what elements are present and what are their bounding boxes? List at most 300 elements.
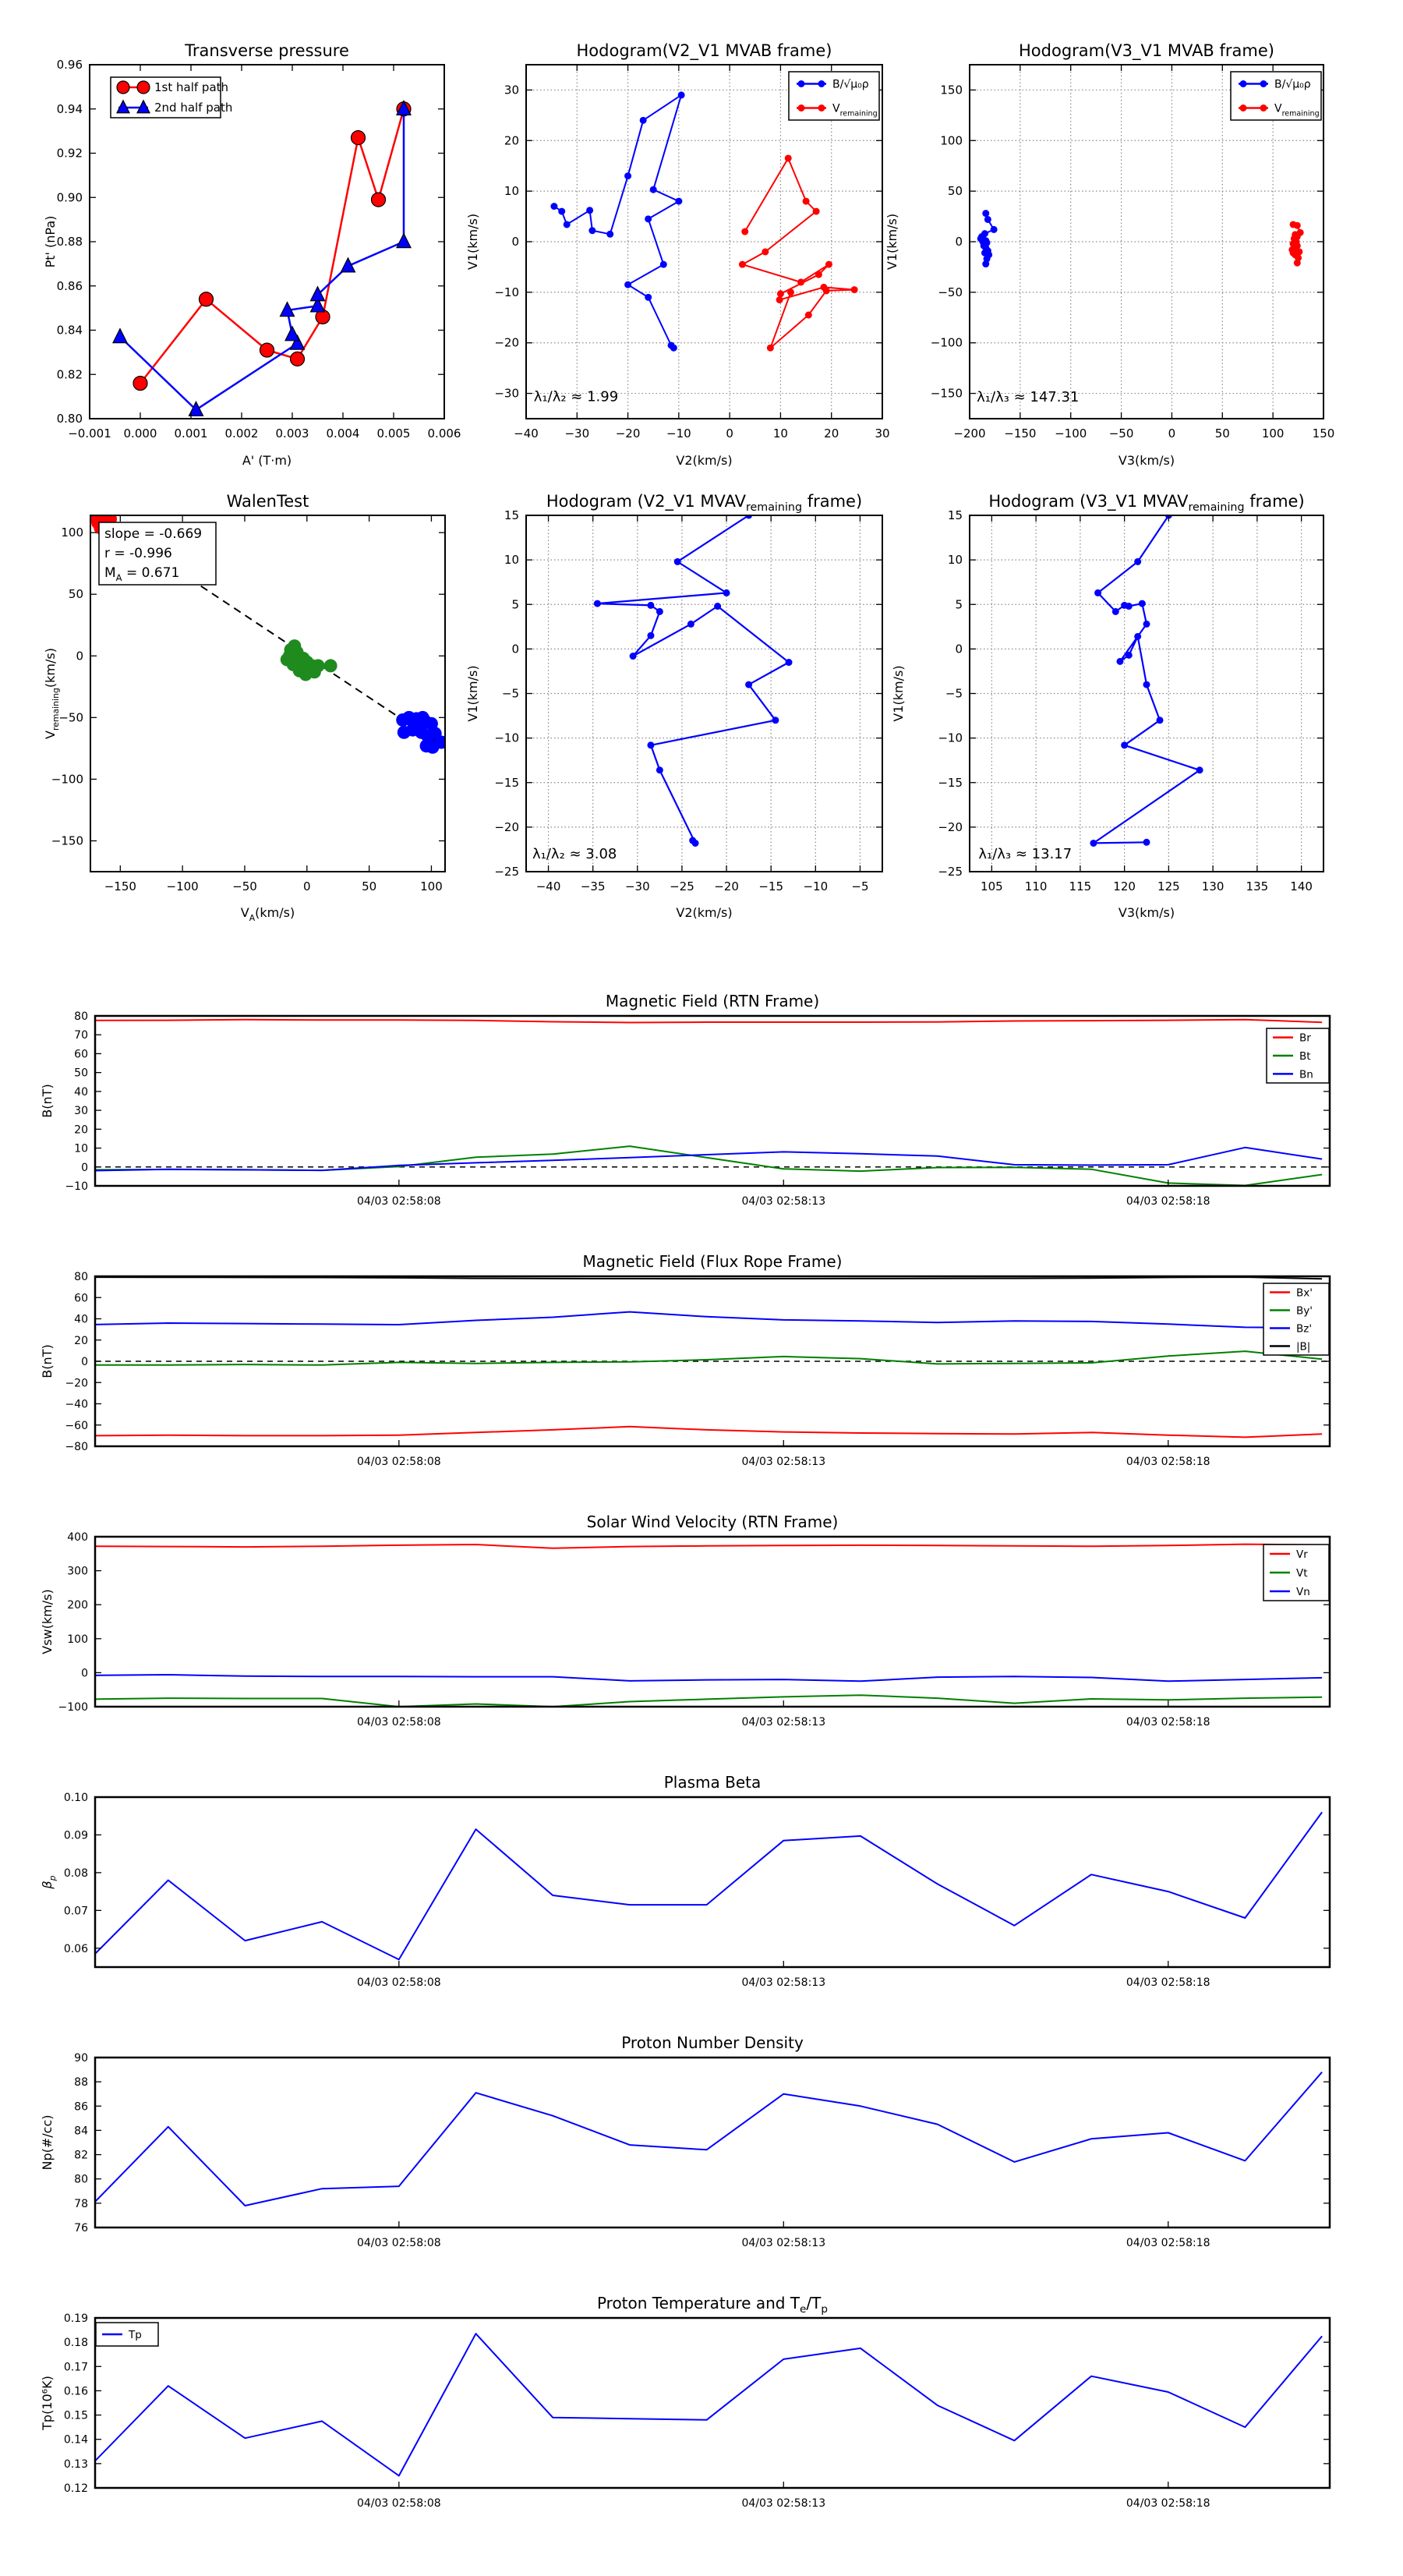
y-tick-label: 0.15 [63,2409,88,2422]
legend-label: 1st half path [154,80,229,94]
y-tick-label: −10 [494,731,519,745]
y-tick-label: 0 [81,1161,88,1174]
y-tick-label: −5 [945,686,963,701]
x-tick-label: 135 [1246,879,1269,893]
x-tick-label: 0.000 [123,426,157,441]
x-tick-label: 04/03 02:58:13 [741,1456,826,1468]
point-marker [741,228,748,235]
y-tick-label: −10 [494,285,519,299]
y-tick-label: −10 [938,731,963,745]
y-tick-label: 70 [74,1029,88,1042]
x-tick-label: −35 [580,879,606,893]
panel-title: Hodogram(V3_V1 MVAB frame) [1019,41,1274,60]
legend-label: Bz' [1296,1322,1313,1336]
lambda-annotation: λ₁/λ₂ ≈ 3.08 [532,845,617,862]
stats-line: slope = -0.669 [104,526,203,542]
y-tick-label: 0.10 [63,1792,88,1804]
y-tick-label: 20 [74,1123,88,1137]
x-tick-label: 04/03 02:58:13 [741,1195,826,1208]
y-tick-label: 50 [947,184,963,199]
x-tick-label: 115 [1069,879,1092,893]
y-axis-label: V1(km/s) [465,213,480,271]
legend-label: Vr [1296,1548,1308,1561]
x-tick-label: −20 [714,879,739,893]
x-tick-label: 04/03 02:58:13 [741,2497,826,2510]
point-marker [772,717,779,724]
legend [1231,72,1321,120]
panel-title: Plasma Beta [663,1773,762,1792]
point-marker [984,216,991,223]
x-tick-label: 150 [1312,426,1335,441]
point-marker [723,589,730,596]
x-tick-label: 04/03 02:58:08 [356,2237,441,2249]
point-marker [352,131,366,145]
y-axis-label: Pt' (nPa) [43,215,58,268]
y-tick-label: 0.16 [63,2385,88,2398]
panel-title: Proton Number Density [621,2033,804,2052]
legend-label: $V_{remaining}$ [832,102,878,119]
point-marker [670,345,677,352]
y-tick-label: −20 [65,1377,88,1390]
x-tick-label: 04/03 02:58:08 [356,2497,441,2510]
x-tick-label: −150 [1004,426,1037,441]
stats-line: $M_A = 0.671$ [104,565,180,583]
y-tick-label: 78 [74,2197,88,2210]
x-tick-label: −10 [803,879,829,893]
point-marker [624,172,631,179]
point-marker [308,665,321,678]
legend [111,77,232,118]
y-axis-label: B(nT) [40,1344,55,1378]
y-tick-label: 0.94 [56,101,83,116]
point-marker [745,681,752,688]
point-marker [1121,741,1128,748]
y-tick-label: 40 [74,1085,88,1099]
point-marker [787,288,794,295]
point-marker [1126,652,1133,659]
x-tick-label: 04/03 02:58:13 [741,1716,826,1729]
point-marker [851,286,858,293]
y-tick-label: 5 [511,597,519,612]
x-tick-label: 0.003 [275,426,309,441]
x-axis-label: V3(km/s) [1118,453,1175,468]
y-tick-label: −30 [494,386,519,401]
point-marker [1134,558,1141,565]
x-tick-label: −15 [758,879,784,893]
panel-title: WalenTest [226,492,309,511]
y-tick-label: −50 [938,285,963,299]
legend-label: |B| [1296,1340,1311,1353]
y-tick-label: 100 [61,525,83,540]
x-tick-label: 04/03 02:58:18 [1126,1716,1210,1729]
panel-title: Magnetic Field (RTN Frame) [605,992,820,1010]
point-marker [823,287,830,294]
x-tick-label: 20 [824,426,839,441]
lambda-annotation: λ₁/λ₂ ≈ 1.99 [533,388,619,405]
y-axis-label: V1(km/s) [891,665,906,722]
stats-box [99,522,216,585]
x-tick-label: 50 [1214,426,1230,441]
point-marker [674,558,681,565]
y-tick-label: 0.19 [63,2312,88,2325]
point-marker [798,80,805,87]
point-marker [656,608,663,615]
y-tick-label: 10 [504,553,519,568]
y-tick-label: 10 [504,184,519,199]
point-marker [645,294,652,301]
point-marker [558,208,565,215]
y-tick-label: −40 [65,1398,88,1411]
point-marker [260,343,274,357]
legend-label: Bx' [1296,1286,1313,1300]
lambda-annotation: λ₁/λ₃ ≈ 147.31 [977,388,1080,405]
y-tick-label: 0 [76,649,83,663]
legend-label: Bn [1299,1068,1313,1081]
point-marker [660,261,667,268]
y-tick-label: 80 [74,1010,88,1023]
y-tick-label: −15 [938,775,963,790]
y-tick-label: 50 [68,587,83,602]
y-tick-label: 10 [74,1142,88,1155]
y-tick-label: 0.18 [63,2337,88,2350]
point-marker [777,290,784,297]
x-tick-label: 04/03 02:58:08 [356,1976,441,1989]
panel-title: Solar Wind Velocity (RTN Frame) [586,1513,839,1531]
point-marker [678,91,685,98]
y-tick-label: 200 [67,1599,88,1612]
y-tick-label: −20 [938,819,963,834]
panel-title: Proton Temperature and $T_e/T_p$ [596,2294,829,2316]
y-tick-label: 82 [74,2149,88,2162]
point-marker [798,104,805,111]
point-marker [786,659,793,666]
y-tick-label: 0.84 [56,323,83,338]
point-marker [586,207,593,214]
y-tick-label: 0 [955,642,963,656]
x-tick-label: 04/03 02:58:13 [741,1976,826,1989]
legend-label: B/√μ₀ρ [1274,78,1311,91]
y-tick-label: −20 [494,819,519,834]
y-tick-label: 0.90 [56,190,83,205]
y-tick-label: 50 [74,1067,88,1080]
y-tick-label: −80 [65,1441,88,1453]
y-tick-label: −5 [501,686,519,701]
point-marker [767,345,774,352]
y-tick-label: 0.80 [56,412,83,426]
x-axis-label: V2(km/s) [676,905,733,920]
legend [1267,1028,1329,1083]
y-tick-label: 30 [74,1105,88,1118]
point-marker [1260,80,1267,87]
point-marker [606,231,613,238]
x-tick-label: −200 [953,426,986,441]
x-tick-label: −50 [232,879,257,893]
x-tick-label: 04/03 02:58:13 [741,2237,826,2249]
y-tick-label: −150 [930,386,963,401]
x-tick-label: 0.005 [376,426,411,441]
x-tick-label: 04/03 02:58:08 [356,1716,441,1729]
point-marker [550,203,557,210]
y-tick-label: 150 [940,83,963,97]
panel-title: Magnetic Field (Flux Rope Frame) [582,1252,843,1271]
y-tick-label: 60 [74,1048,88,1061]
y-tick-label: 76 [74,2222,88,2235]
point-marker [714,603,721,610]
point-marker [200,292,214,306]
point-marker [818,80,825,87]
y-tick-label: 0.88 [56,235,83,249]
point-marker [813,208,820,215]
x-tick-label: 30 [875,426,890,441]
point-marker [137,81,150,94]
x-tick-label: 110 [1024,879,1048,893]
point-marker [1126,603,1133,610]
x-tick-label: 0 [726,426,733,441]
x-tick-label: 100 [1261,426,1285,441]
y-tick-label: 0.92 [56,146,83,161]
y-tick-label: 0 [81,1667,88,1680]
y-tick-label: 30 [504,83,519,97]
point-marker [739,261,746,268]
y-tick-label: 0.09 [63,1829,88,1842]
x-tick-label: 04/03 02:58:18 [1126,2237,1210,2249]
y-tick-label: −50 [58,710,83,725]
point-marker [372,193,386,207]
point-marker [1196,766,1203,773]
point-marker [982,260,989,267]
x-tick-label: −100 [166,879,199,893]
legend [1263,1283,1329,1355]
x-tick-label: 130 [1201,879,1225,893]
x-tick-label: 04/03 02:58:08 [356,1195,441,1208]
point-marker [785,154,792,161]
y-tick-label: 0 [511,235,519,249]
y-tick-label: 0.13 [63,2457,88,2471]
point-marker [1139,600,1146,607]
point-marker [1112,608,1119,615]
panel-title: Hodogram(V2_V1 MVAB frame) [576,41,832,60]
x-tick-label: 0.004 [326,426,360,441]
point-marker [564,221,571,228]
y-tick-label: −100 [58,1701,88,1714]
y-tick-label: 0.82 [56,367,83,382]
y-tick-label: 0.08 [63,1867,88,1880]
y-tick-label: 0.12 [63,2482,88,2495]
panel-title: Transverse pressure [185,41,349,60]
y-tick-label: 5 [955,597,963,612]
x-tick-label: 140 [1290,879,1313,893]
point-marker [803,198,810,205]
point-marker [1116,658,1123,665]
y-tick-label: 0.14 [63,2433,88,2447]
point-marker [982,210,989,217]
y-axis-label: $\beta_p$ [40,1875,58,1889]
y-tick-label: 80 [74,2173,88,2186]
y-tick-label: 100 [940,133,963,148]
x-tick-label: −10 [666,426,691,441]
point-marker [1294,222,1301,229]
point-marker [647,741,654,748]
legend-label: Br [1299,1031,1311,1045]
x-tick-label: −150 [104,879,136,893]
x-tick-label: 0 [303,879,311,893]
point-marker [324,659,337,672]
y-axis-label: $V_{remaining}(km/s)$ [43,648,61,739]
point-marker [825,261,832,268]
point-marker [133,377,147,391]
y-axis-label: Np(#/cc) [40,2114,55,2171]
y-tick-label: 20 [74,1334,88,1347]
x-tick-label: 04/03 02:58:18 [1126,2497,1210,2510]
legend-label: B/√μ₀ρ [832,78,869,91]
lambda-annotation: λ₁/λ₃ ≈ 13.17 [978,845,1073,862]
y-tick-label: 0.96 [56,58,83,72]
legend [1263,1545,1329,1601]
panel-title: Hodogram (V2_V1 $MVAV_{remaining}$ frame) [546,492,863,514]
y-tick-label: 40 [74,1313,88,1326]
x-tick-label: 0.001 [174,426,208,441]
x-tick-label: 04/03 02:58:08 [356,1456,441,1468]
legend-label: Bt [1299,1050,1311,1063]
y-tick-label: 88 [74,2076,88,2089]
y-tick-label: 15 [504,508,519,522]
x-tick-label: 105 [981,879,1003,893]
point-marker [675,198,682,205]
x-tick-label: −25 [670,879,694,893]
x-tick-label: −30 [564,426,590,441]
point-marker [1143,621,1150,628]
point-marker [1157,717,1164,724]
y-tick-label: 0 [511,642,519,656]
y-tick-label: 300 [67,1565,88,1578]
point-marker [1143,681,1150,688]
y-tick-label: 0.17 [63,2361,88,2374]
x-tick-label: 04/03 02:58:18 [1126,1976,1210,1989]
x-tick-label: −40 [535,879,561,893]
y-tick-label: 80 [74,1271,88,1283]
legend-label: Vt [1296,1567,1308,1580]
y-axis-label: B(nT) [40,1084,55,1118]
y-axis-label: V1(km/s) [465,665,480,722]
legend-label: $V_{remaining}$ [1274,102,1320,119]
point-marker [776,296,783,303]
point-marker [1134,633,1141,640]
y-axis-label: Tp(10⁶K) [40,2376,55,2430]
point-marker [797,278,804,285]
y-tick-label: 0.06 [63,1942,88,1955]
point-marker [1090,840,1097,847]
y-tick-label: 20 [504,133,519,148]
point-marker [588,227,595,234]
x-axis-label: V2(km/s) [676,453,733,468]
x-tick-label: 0.002 [224,426,259,441]
y-tick-label: 100 [67,1633,88,1646]
legend [96,2323,158,2346]
x-tick-label: 125 [1157,879,1180,893]
y-tick-label: 60 [74,1292,88,1305]
y-axis-label: Vsw(km/s) [40,1589,55,1654]
y-tick-label: 0 [955,235,963,249]
y-tick-label: −100 [930,335,963,350]
y-tick-label: 0.86 [56,278,83,293]
point-marker [818,104,825,111]
x-axis-label: A' (T·m) [242,453,292,468]
x-tick-label: −20 [615,426,641,441]
y-tick-label: 86 [74,2100,88,2114]
y-tick-label: 10 [947,553,963,568]
point-marker [640,117,647,124]
y-tick-label: −15 [494,775,519,790]
legend-label: Tp [129,2329,142,2341]
x-tick-label: 0 [1168,426,1176,441]
point-marker [1240,80,1247,87]
point-marker [1143,839,1150,846]
point-marker [650,186,657,193]
point-marker [815,271,822,278]
point-marker [762,248,769,255]
y-tick-label: 400 [67,1531,88,1544]
y-tick-label: 0.07 [63,1905,88,1918]
point-marker [991,226,998,233]
point-marker [630,653,637,660]
legend-label: By' [1296,1304,1313,1318]
point-marker [624,281,631,288]
x-tick-label: −40 [514,426,539,441]
y-tick-label: 0 [81,1356,88,1368]
point-marker [805,312,812,319]
y-tick-label: −100 [51,772,83,787]
legend [789,72,879,120]
y-tick-label: −60 [65,1419,88,1432]
panel-title: Hodogram (V3_V1 $MVAV_{remaining}$ frame) [988,492,1305,514]
point-marker [291,352,305,366]
point-marker [689,837,696,844]
x-tick-label: −30 [624,879,650,893]
x-tick-label: −0.001 [68,426,111,441]
point-marker [117,81,129,94]
point-marker [1260,104,1267,111]
y-axis-label: V1(km/s) [885,213,899,271]
point-marker [656,766,663,773]
x-tick-label: 10 [772,426,788,441]
x-axis-label: $V_A(km/s)$ [240,905,295,923]
point-marker [647,602,654,609]
stats-line: r = -0.996 [104,546,172,561]
y-tick-label: −25 [494,865,519,879]
x-tick-label: −100 [1055,426,1087,441]
x-axis-label: V3(km/s) [1118,905,1175,920]
point-marker [1294,260,1301,267]
point-marker [594,600,601,607]
x-tick-label: 04/03 02:58:18 [1126,1195,1210,1208]
y-tick-label: 84 [74,2125,88,2138]
x-tick-label: 0.006 [427,426,461,441]
y-tick-label: −150 [51,833,83,848]
y-tick-label: −20 [494,335,519,350]
legend-label: Vn [1296,1586,1310,1598]
point-marker [687,621,694,628]
point-marker [647,632,654,639]
legend-label: 2nd half path [154,101,233,115]
y-tick-label: 15 [947,508,963,522]
x-tick-label: 50 [362,879,377,893]
point-marker [1240,104,1247,111]
x-tick-label: 100 [420,879,443,893]
x-tick-label: −50 [1108,426,1134,441]
point-marker [645,215,652,222]
x-tick-label: 04/03 02:58:18 [1126,1456,1210,1468]
y-tick-label: −25 [938,865,963,879]
